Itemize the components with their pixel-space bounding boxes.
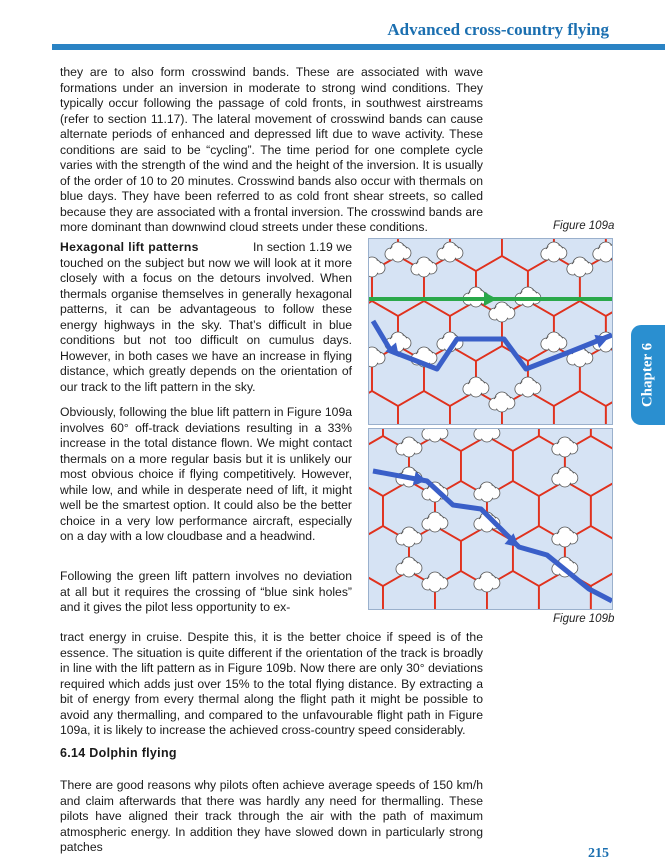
figure-109a-caption: Figure 109a bbox=[553, 220, 615, 232]
cumulus-cloud-icon bbox=[552, 437, 578, 457]
hexagonal-body: In section 1.19 we touched on the subject but now we will look at it more closely with a focus on the detours involved. When thermals organise themselves in generally hexagonal patterns, it can be advantageous to follow these energy highways in the sky. That’s difficult in blue conditions but not too difficult on cumulus days. However, in both cases we have an increase in flying distance, which greatly depends on the orientation of our track to the lift pattern in the sky. bbox=[60, 240, 352, 394]
paragraph-blue-pattern: Obviously, following the blue lift pattern in Figure 109a involves 60° off-track deviations resulting in a 33% increase in the total distance flown. We might contact thermals on a more regular basis but it is unlikely our most obvious choice if flying competitively. However, while low, and while in desperate need of lift, it might well be the smartest option. It could also be the better choice in a very low performance aircraft, especially on a day with a low cloudbase and a headwind. bbox=[60, 405, 352, 543]
cumulus-cloud-icon bbox=[369, 347, 385, 367]
cumulus-cloud-icon bbox=[474, 572, 500, 592]
green-track-arrow-icon bbox=[484, 292, 497, 306]
cumulus-cloud-icon bbox=[437, 242, 463, 262]
page-number: 215 bbox=[588, 846, 609, 861]
cumulus-cloud-icon bbox=[422, 572, 448, 592]
cumulus-cloud-icon bbox=[422, 512, 448, 532]
figure-109a bbox=[368, 238, 613, 425]
running-header-title: Advanced cross-country flying bbox=[387, 20, 609, 39]
chapter-tab[interactable] bbox=[631, 325, 665, 425]
cumulus-cloud-icon bbox=[593, 242, 612, 262]
paragraph-green-pattern: Following the green lift pattern involves no deviation at all but it requires the crossing of “blue sink holes” and it gives the pilot less opportunity to ex- bbox=[60, 569, 352, 614]
hexagon-cell bbox=[606, 391, 612, 424]
paragraph-crosswind-bands: they are to also form crosswind bands. These are associated with wave formations under an inversion in moderate to strong wind conditions. They typically occur following the passage of cold fronts, in southwest airstreams (refer to section 11.17). The lateral movement of crosswind bands can cause alternate periods of enhanced and depressed lift due to wave activity. These conditions are said to be “cycling”. The time period for one complete cycle varies with the strength of the wind and the height of the inversion. It is usually of the order of 10 to 20 minutes. Crosswind bands also occur with thermals on blue days. They have been referred to as cold front shear streets, so called because they are associated with a frontal inversion. The crosswind bands are more dominant than downwind cloud streets under these conditions. bbox=[60, 65, 483, 234]
cumulus-cloud-icon bbox=[396, 557, 422, 577]
header-rule bbox=[52, 44, 665, 50]
cumulus-cloud-icon bbox=[489, 392, 515, 412]
paragraph-hexagonal bbox=[60, 240, 352, 395]
cumulus-cloud-icon bbox=[396, 437, 422, 457]
hexagon-cell bbox=[398, 391, 450, 424]
cumulus-cloud-icon bbox=[567, 257, 593, 277]
cumulus-cloud-icon bbox=[541, 332, 567, 352]
hexagon-cell bbox=[369, 391, 398, 424]
hexagon-cell bbox=[591, 429, 612, 451]
figure-109a-diagram bbox=[369, 239, 612, 424]
paragraph-extract-energy: tract energy in cruise. Despite this, it is the better choice if speed is of the essence. The situation is quite different if the orientation of the track is broadly in line with the lift pattern as in Figure 109b. Now there are only 30° deviations required which adds just over 15% to the total flying distance. By extracting a bit of energy from every thermal along the flight path it might be possible to avoid any thermalling, and compared to the unfavourable flight path in Figure 109a, it is likely to increase the achieved cross-country speed considerably. bbox=[60, 630, 483, 737]
cumulus-cloud-icon bbox=[515, 377, 541, 397]
hexagon-cell bbox=[369, 571, 383, 609]
cumulus-cloud-icon bbox=[552, 467, 578, 487]
cumulus-cloud-icon bbox=[474, 429, 500, 442]
paragraph-good-reasons: There are good reasons why pilots often achieve average speeds of 150 km/h and claim afterwards that there was hardly any need for thermalling. These pilots have aligned their track through the air with the path of maximum atmospheric energy. In addition they have slowed down in particularly strong patches bbox=[60, 778, 483, 854]
hexagon-cell bbox=[554, 391, 606, 424]
cumulus-cloud-icon bbox=[463, 377, 489, 397]
cumulus-cloud-icon bbox=[541, 242, 567, 262]
hexagonal-heading: Hexagonal lift patterns bbox=[60, 240, 199, 254]
figure-109b-caption: Figure 109b bbox=[553, 613, 615, 625]
cumulus-cloud-icon bbox=[474, 482, 500, 502]
figure-109b-diagram bbox=[369, 429, 612, 609]
cumulus-cloud-icon bbox=[422, 429, 448, 442]
cumulus-cloud-icon bbox=[385, 242, 411, 262]
section-heading-dolphin-flying: 6.14 Dolphin flying bbox=[60, 746, 177, 760]
cumulus-cloud-icon bbox=[411, 257, 437, 277]
cumulus-cloud-icon bbox=[489, 302, 515, 322]
chapter-tab-label: Chapter 6 bbox=[639, 342, 656, 408]
cumulus-cloud-icon bbox=[369, 257, 385, 277]
cumulus-cloud-icon bbox=[396, 527, 422, 547]
cumulus-cloud-icon bbox=[552, 527, 578, 547]
figure-109b bbox=[368, 428, 613, 610]
